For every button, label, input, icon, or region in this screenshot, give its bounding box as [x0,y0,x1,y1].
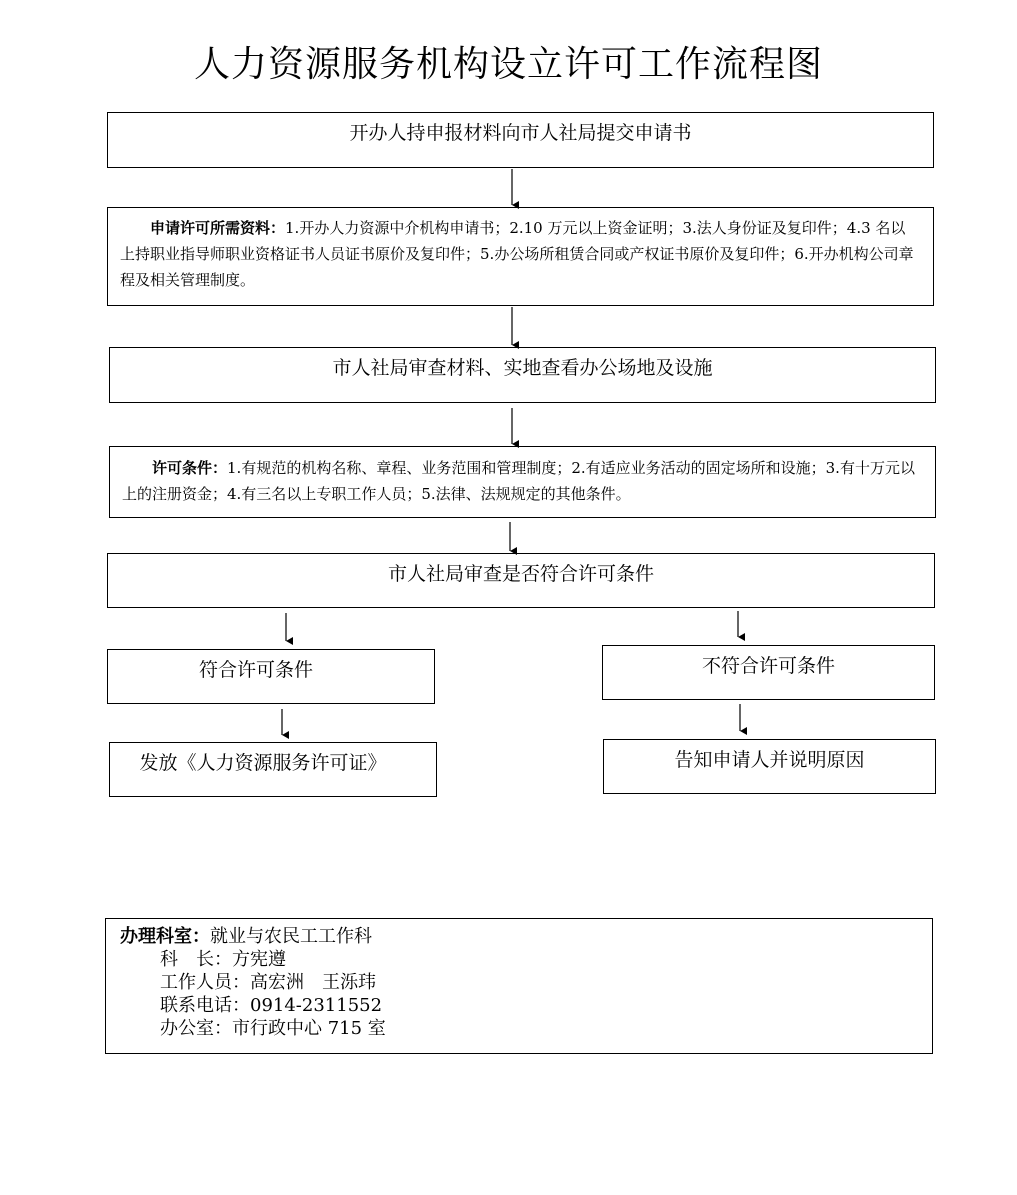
license-conditions-heading: 许可条件： [152,459,228,477]
step-check-conditions-label: 市人社局审查是否符合许可条件 [387,563,654,585]
required-materials-body: 1.开办人力资源中介机构申请书；2.10 万元以上资金证明；3.法人身份证及复印件；4.3 名以上持职业指导师职业资格证书人员证书原价及复印件；5.办公场所租赁合同或产权证书原价及复印件；6.开办机构公司章程及相关管理制度。 [120,219,914,289]
office-dept-label: 办理科室： [120,926,210,947]
office-chief: 科 长：方宪遵 [160,949,286,970]
license-conditions-body: 1.有规范的机构名称、章程、业务范围和管理制度；2.有适应业务活动的固定场所和设施；3.有十万元以上的注册资金；4.有三名以上专职工作人员；5.法律、法规规定的其他条件。 [122,459,915,503]
step-submit-application-label: 开办人持申报材料向市人社局提交申请书 [349,122,692,144]
office-dept [120,926,372,948]
step-review-materials-label: 市人社局审查材料、实地查看办公场地及设施 [332,357,713,379]
branch-fails-conditions-label: 不符合许可条件 [701,655,835,677]
page-title: 人力资源服务机构设立许可工作流程图 [193,44,823,85]
result-issue-license-label: 发放《人力资源服务许可证》 [139,752,387,774]
required-materials-heading: 申请许可所需资料： [150,219,286,237]
office-dept-value: 就业与农民工工作科 [210,926,372,947]
office-room: 办公室：市行政中心 715 室 [160,1018,386,1039]
office-phone: 联系电话：0914-2311552 [160,995,383,1016]
branch-meets-conditions-label: 符合许可条件 [198,659,313,681]
office-staff: 工作人员：高宏洲 王泺玮 [160,972,376,993]
office-info-box [105,918,933,1054]
result-notify-applicant-label: 告知申请人并说明原因 [674,749,865,771]
